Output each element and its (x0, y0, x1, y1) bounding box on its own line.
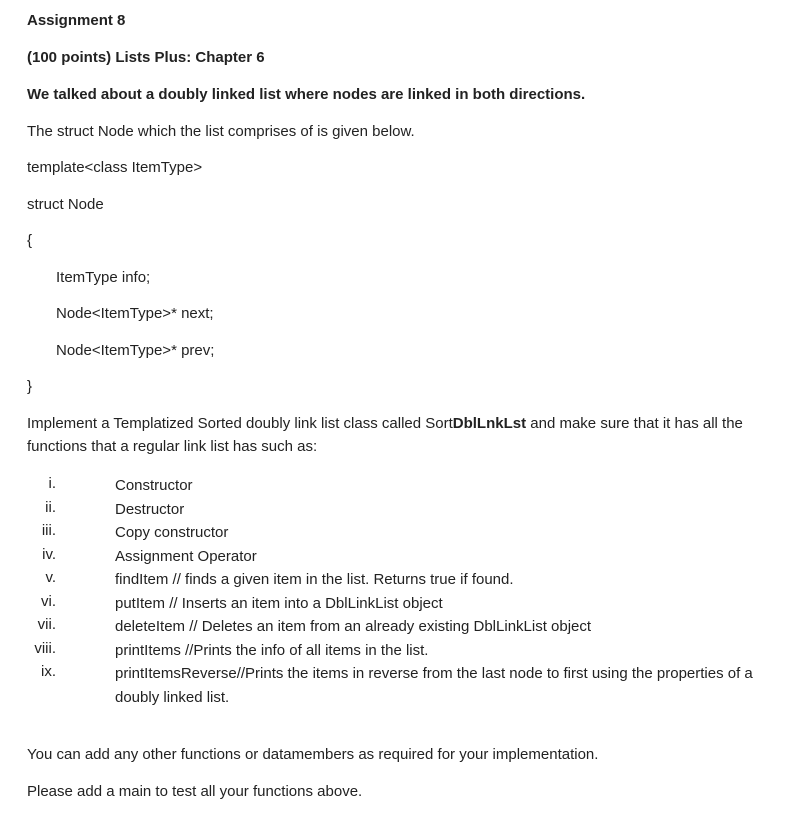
intro-bold-text: We talked about a doubly linked list where nodes are linked in both directions. (27, 86, 586, 103)
list-item (0, 545, 801, 569)
list-item (0, 568, 801, 592)
closing-text-1: You can add any other functions or datamembers as required for your implementation. (27, 746, 599, 763)
code-close-brace: } (27, 378, 33, 395)
code-field-next: Node<ItemType>* next; (56, 305, 214, 322)
code-open-brace: { (27, 232, 33, 249)
list-item-number: vi. (41, 592, 56, 610)
list-item-text: Destructor (115, 500, 185, 518)
list-item (0, 662, 801, 709)
implement-text-after: and make sure that it has all the functions that a regular link list has such as: (27, 415, 743, 455)
list-item (0, 498, 801, 522)
list-item-text: Constructor (115, 477, 193, 494)
list-item-number: ix. (41, 663, 56, 680)
list-item-number: viii. (34, 639, 56, 657)
list-item-number: v. (45, 569, 56, 586)
list-item-text: putItem // Inserts an item into a DblLinkList object (115, 594, 443, 612)
code-struct-line: struct Node (27, 196, 104, 213)
list-item (0, 615, 801, 639)
assignment-subtitle: (100 points) Lists Plus: Chapter 6 (27, 49, 265, 66)
list-item-text: findItem // finds a given item in the list. Returns true if found. (115, 571, 514, 588)
list-item-number: vii. (37, 616, 56, 633)
list-item-text: printItemsReverse//Prints the items in reverse from the last node to first using the properties of a doubly linked list. (115, 665, 753, 706)
code-template-line: template<class ItemType> (27, 159, 203, 176)
list-item-number: iii. (41, 522, 56, 539)
list-item-text: deleteItem // Deletes an item from an already existing DblLinkList object (115, 618, 592, 635)
assignment-title: Assignment 8 (27, 12, 126, 29)
list-item-number: i. (48, 475, 56, 492)
list-item-text: Assignment Operator (115, 547, 257, 565)
implement-class-name: DblLnkLst (452, 415, 527, 432)
list-item (0, 521, 801, 545)
list-item-number: iv. (42, 545, 56, 563)
implement-paragraph (27, 412, 782, 458)
implement-text-before: Implement a Templatized Sorted doubly link list class called Sort (27, 415, 453, 432)
struct-intro-text: The struct Node which the list comprises of is given below. (27, 123, 415, 140)
list-item (0, 592, 801, 616)
list-item-text: printItems //Prints the info of all items in the list. (115, 641, 429, 659)
code-field-prev: Node<ItemType>* prev; (56, 342, 215, 359)
code-field-info: ItemType info; (56, 269, 151, 286)
list-item (0, 639, 801, 663)
list-item (0, 474, 801, 498)
list-item-text: Copy constructor (115, 524, 229, 541)
closing-text-2: Please add a main to test all your functions above. (27, 783, 363, 800)
list-item-number: ii. (45, 498, 56, 516)
functions-list (0, 474, 801, 709)
